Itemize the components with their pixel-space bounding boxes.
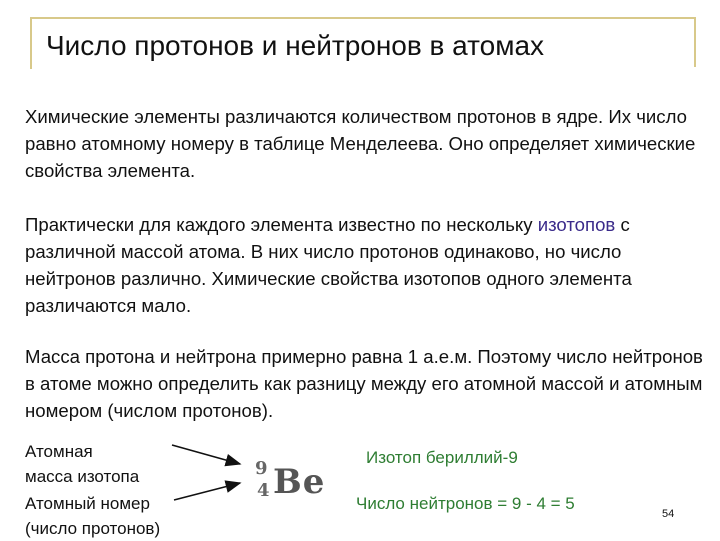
atomic-number-label-line1: Атомный номер: [25, 494, 150, 513]
atomic-mass-label-line2: масса изотопа: [25, 467, 140, 486]
paragraph-isotopes-text-end: с различной массой атома. В них число протонов одинаково, но число нейтронов различно. Химические свойства изотопов одного элемента различаются мало.: [25, 214, 632, 316]
symbol-atomic-number: 4: [257, 480, 270, 501]
paragraph-isotopes: [25, 211, 705, 319]
page-number: 54: [662, 508, 675, 520]
atomic-number-label-line2: (число протонов): [25, 519, 161, 538]
paragraph-protons: Химические элементы различаются количеством протонов в ядре. Их число равно атомному номеру в таблице Менделеева. Оно определяет химические свойства элемента.: [25, 106, 696, 181]
isotopes-highlight: изотопов: [537, 214, 616, 235]
symbol-element-letters: Be: [273, 462, 326, 502]
slide-title: Число протонов и нейтронов в атомах: [46, 30, 545, 61]
number-arrow: [174, 483, 240, 500]
neutron-calculation: Число нейтронов = 9 - 4 = 5: [356, 494, 575, 513]
atomic-number-label: [25, 491, 160, 541]
atomic-mass-label: [25, 439, 139, 489]
atomic-mass-label-line1: Атомная: [25, 442, 93, 461]
paragraph-isotopes-text-start: Практически для каждого элемента известно по нескольку: [25, 214, 538, 235]
isotope-name: Изотоп бериллий-9: [366, 448, 518, 467]
symbol-mass-number: 9: [255, 458, 268, 479]
beryllium-isotope-symbol: [255, 458, 335, 506]
paragraph-neutrons: Масса протона и нейтрона примерно равна 1 а.е.м. Поэтому число нейтронов в атоме можно определить как разницу между его атомной массой и атомным номером (числом протонов).: [25, 346, 703, 421]
mass-arrow: [172, 445, 240, 464]
